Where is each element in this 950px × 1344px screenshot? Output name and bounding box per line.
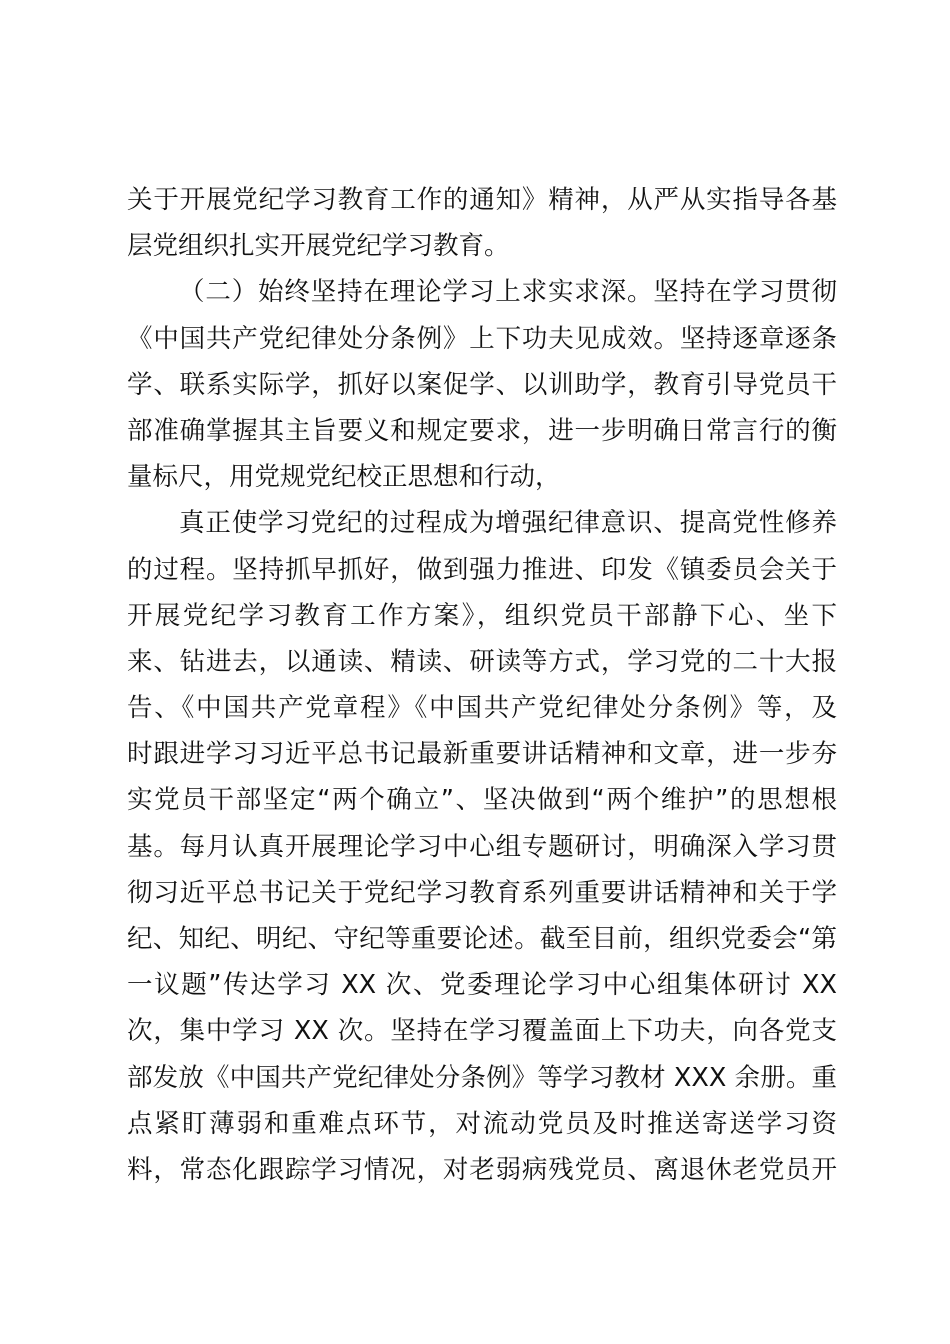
- text-line: 时跟进学习习近平总书记最新重要讲话精神和文章，进一步夯: [127, 739, 837, 770]
- text-line: 的过程。坚持抓早抓好，做到强力推进、印发《镇委员会关于: [127, 554, 837, 585]
- text-line: 部发放《中国共产党纪律处分条例》等学习教材 XXX 余册。重: [127, 1062, 837, 1093]
- text-line: 量标尺，用党规党纪校正思想和行动，: [127, 462, 561, 493]
- text-line: 点紧盯薄弱和重难点环节，对流动党员及时推送寄送学习资: [127, 1108, 837, 1139]
- text-line: 部准确掌握其主旨要义和规定要求，进一步明确日常言行的衡: [127, 415, 837, 446]
- text-line: 关于开展党纪学习教育工作的通知》精神，从严从实指导各基: [127, 185, 837, 215]
- text-line: 《中国共产党纪律处分条例》上下功夫见成效。坚持逐章逐条: [127, 323, 837, 354]
- paragraph-first-line: 真正使学习党纪的过程成为增强纪律意识、提高党性修养: [179, 508, 837, 539]
- body-text: [127, 177, 837, 1193]
- section-heading-line: （二）始终坚持在理论学习上求实求深。坚持在学习贯彻: [179, 277, 837, 308]
- text-line: 一议题”传达学习 XX 次、党委理论学习中心组集体研讨 XX: [127, 970, 837, 1001]
- text-line: 彻习近平总书记关于党纪学习教育系列重要讲话精神和关于学: [127, 877, 837, 908]
- text-line: 料，常态化跟踪学习情况，对老弱病残党员、离退休老党员开: [127, 1154, 837, 1185]
- text-line: 基。每月认真开展理论学习中心组专题研讨，明确深入学习贯: [127, 831, 837, 862]
- text-line: 纪、知纪、明纪、守纪等重要论述。截至目前，组织党委会“第: [127, 924, 837, 954]
- text-line: 次，集中学习 XX 次。坚持在学习覆盖面上下功夫，向各党支: [127, 1016, 837, 1047]
- text-line: 实党员干部坚定“两个确立”、坚决做到“两个维护”的思想根: [127, 785, 837, 816]
- text-line: 来、钻进去，以通读、精读、研读等方式，学习党的二十大报: [127, 646, 837, 677]
- text-line: 层党组织扎实开展党纪学习教育。: [127, 231, 510, 262]
- text-line: 告、《中国共产党章程》《中国共产党纪律处分条例》等，及: [127, 693, 837, 724]
- text-line: 开展党纪学习教育工作方案》，组织党员干部静下心、坐下: [127, 600, 837, 631]
- text-line: 学、联系实际学，抓好以案促学、以训助学，教育引导党员干: [127, 369, 837, 400]
